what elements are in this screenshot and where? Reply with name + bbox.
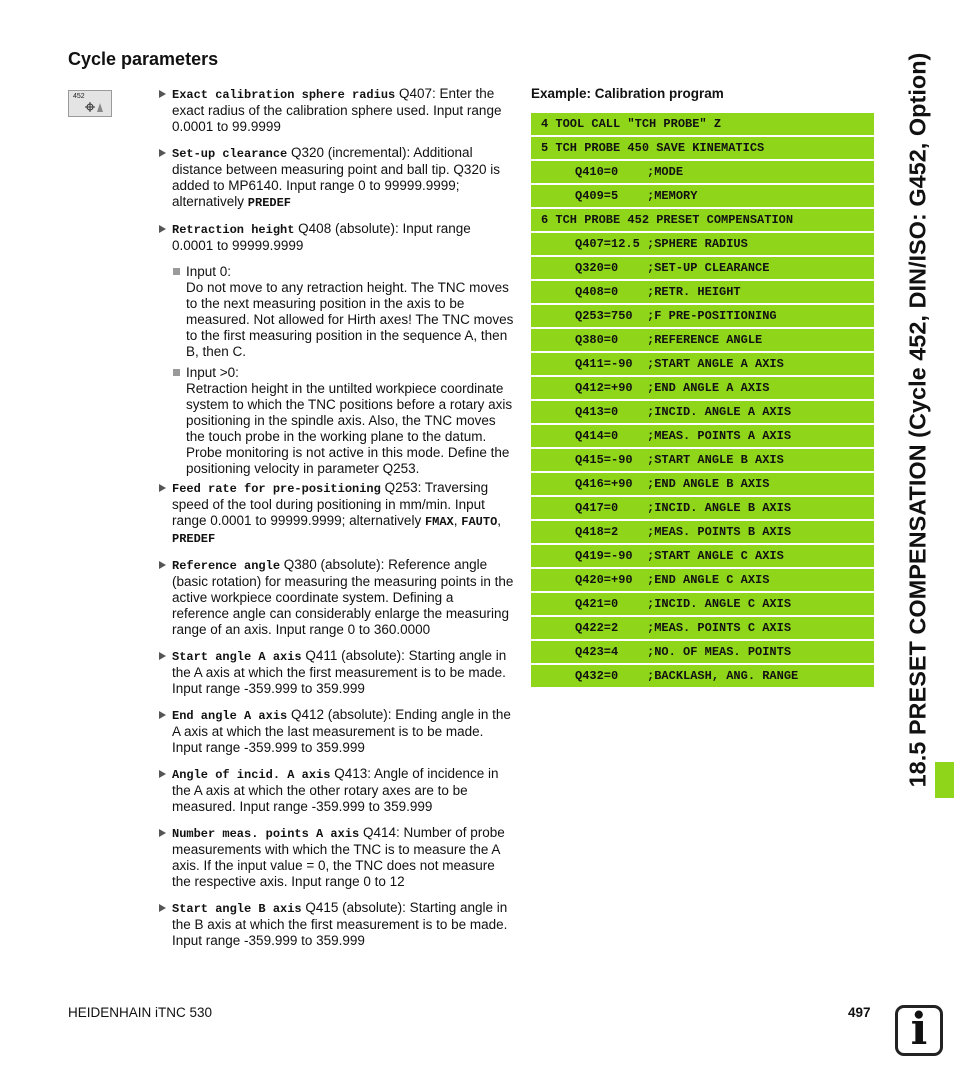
- parameter-description: Q408 (absolute): Input range 0.0001 to 99999.9999: [172, 221, 471, 253]
- parameter-name: Reference angle: [172, 559, 281, 573]
- program-listing: [531, 113, 874, 689]
- program-line: 4 TOOL CALL "TCH PROBE" Z: [531, 113, 874, 135]
- parameter-description: Q415 (absolute): Starting angle in the B axis at which the first measurement is to be made. Input range -359.999 to 359.999: [172, 900, 508, 948]
- program-line: Q410=0 ;MODE: [531, 161, 874, 183]
- parameter-item: [158, 766, 514, 815]
- separator: ,: [453, 513, 462, 528]
- parameter-description: Q414: Number of probe measurements with which the TNC is to measure the A axis. If the input value = 0, the TNC does not measure the respective axis. Input range 0 to 12: [172, 825, 505, 889]
- program-line: Q412=+90 ;END ANGLE A AXIS: [531, 377, 874, 399]
- program-line: Q253=750 ;F PRE-POSITIONING: [531, 305, 874, 327]
- parameter-description: Q413: Angle of incidence in the A axis at which the other rotary axes are to be measured. Input range -359.999 to 359.999: [172, 766, 499, 814]
- program-line: Q411=-90 ;START ANGLE A AXIS: [531, 353, 874, 375]
- separator: ,: [497, 513, 502, 528]
- parameter-list: [158, 86, 514, 959]
- info-glyph: i: [910, 1004, 928, 1055]
- program-line: Q432=0 ;BACKLASH, ANG. RANGE: [531, 665, 874, 687]
- arrow-right-icon: [159, 652, 166, 660]
- parameter-item: [158, 825, 514, 890]
- parameter-item: [158, 900, 514, 949]
- footer-product: HEIDENHAIN iTNC 530: [68, 1005, 213, 1020]
- program-line: Q416=+90 ;END ANGLE B AXIS: [531, 473, 874, 495]
- parameter-description: Q407: Enter the exact radius of the calibration sphere used. Input range 0.0001 to 99.9999: [172, 86, 502, 134]
- arrow-right-icon: [159, 904, 166, 912]
- chapter-tab: [935, 762, 954, 798]
- arrow-right-icon: [159, 711, 166, 719]
- section-title: Cycle parameters: [68, 49, 219, 69]
- program-line: Q408=0 ;RETR. HEIGHT: [531, 281, 874, 303]
- info-icon: [895, 1005, 943, 1056]
- parameter-description: Q411 (absolute): Starting angle in the A axis at which the first measurement is to be made. Input range -359.999 to 359.999: [172, 648, 507, 696]
- parameter-item: [158, 145, 514, 211]
- parameter-alternative: FAUTO: [461, 515, 498, 529]
- option-body: Retraction height in the untilted workpiece coordinate system to which the TNC positions before a rotary axis positioning in the spindle axis. Also, the TNC moves the touch probe in the working plane to the datum. Probe monitoring is not active in this mode. Define the positioning velocity in parameter Q253.: [186, 381, 513, 476]
- parameter-alternative: FMAX: [424, 515, 454, 529]
- arrow-right-icon: [159, 149, 166, 157]
- program-line: Q380=0 ;REFERENCE ANGLE: [531, 329, 874, 351]
- side-title-text: 18.5 PRESET COMPENSATION (Cycle 452, DIN/ISO: G452, Option): [904, 52, 931, 788]
- parameter-name: Retraction height: [172, 223, 295, 237]
- parameter-name: Set-up clearance: [172, 147, 288, 161]
- parameter-name: Number meas. points A axis: [172, 827, 360, 841]
- parameter-description: Q380 (absolute): Reference angle (basic rotation) for measuring the measuring points in the active workpiece coordinate system. Defining a reference angle can considerably enlarge the measuring range of an axis. Input range 0 to 360.0000: [172, 557, 514, 637]
- program-line: 5 TCH PROBE 450 SAVE KINEMATICS: [531, 137, 874, 159]
- parameter-description: Q320 (incremental): Additional distance between measuring point and ball tip. Q320 is added to MP6140. Input range 0 to 99999.9999; alternatively: [172, 145, 500, 209]
- program-line: Q420=+90 ;END ANGLE C AXIS: [531, 569, 874, 591]
- parameter-description: Q412 (absolute): Ending angle in the A axis at which the last measurement is to be made. Input range -359.999 to 359.999: [172, 707, 511, 755]
- probe-calibration-icon: [68, 90, 112, 117]
- program-line: Q423=4 ;NO. OF MEAS. POINTS: [531, 641, 874, 663]
- program-line: Q407=12.5 ;SPHERE RADIUS: [531, 233, 874, 255]
- parameter-name: Start angle A axis: [172, 650, 302, 664]
- program-line: Q417=0 ;INCID. ANGLE B AXIS: [531, 497, 874, 519]
- parameter-name: Exact calibration sphere radius: [172, 88, 396, 102]
- arrow-right-icon: [159, 561, 166, 569]
- program-line: Q415=-90 ;START ANGLE B AXIS: [531, 449, 874, 471]
- side-chapter-title: [885, 40, 951, 800]
- program-line: Q422=2 ;MEAS. POINTS C AXIS: [531, 617, 874, 639]
- bullet-square-icon: [173, 268, 180, 275]
- parameter-item: [158, 86, 514, 135]
- retraction-option: [172, 365, 514, 477]
- program-line: Q414=0 ;MEAS. POINTS A AXIS: [531, 425, 874, 447]
- program-line: Q421=0 ;INCID. ANGLE C AXIS: [531, 593, 874, 615]
- parameter-name: Angle of incid. A axis: [172, 768, 331, 782]
- bullet-square-icon: [173, 369, 180, 376]
- parameter-name: End angle A axis: [172, 709, 288, 723]
- parameter-item: [158, 648, 514, 697]
- arrow-right-icon: [159, 90, 166, 98]
- parameter-description: Q253: Traversing speed of the tool during positioning in mm/min. Input range 0.0001 to 99999.9999; alternatively: [172, 480, 489, 528]
- option-body: Do not move to any retraction height. The TNC moves to the next measuring position in the axis to be measured. Not allowed for Hirth axes! The TNC moves to the first measuring position in the sequence A, then B, then C.: [186, 280, 514, 359]
- program-line: Q419=-90 ;START ANGLE C AXIS: [531, 545, 874, 567]
- example-title: Example: Calibration program: [531, 86, 724, 101]
- cycle-number: 452: [73, 93, 85, 100]
- arrow-right-icon: [159, 829, 166, 837]
- parameter-alternative: PREDEF: [172, 532, 216, 546]
- parameter-item: [158, 707, 514, 756]
- program-line: Q409=5 ;MEMORY: [531, 185, 874, 207]
- parameter-item: [158, 480, 514, 547]
- option-heading: Input >0:: [186, 365, 239, 380]
- program-line: Q418=2 ;MEAS. POINTS B AXIS: [531, 521, 874, 543]
- program-line: Q320=0 ;SET-UP CLEARANCE: [531, 257, 874, 279]
- program-line: 6 TCH PROBE 452 PRESET COMPENSATION: [531, 209, 874, 231]
- parameter-name: Feed rate for pre-positioning: [172, 482, 381, 496]
- crosshair-icon: [85, 101, 105, 113]
- arrow-right-icon: [159, 484, 166, 492]
- retraction-option: [172, 264, 514, 360]
- arrow-right-icon: [159, 225, 166, 233]
- parameter-name: Start angle B axis: [172, 902, 302, 916]
- parameter-item: [158, 221, 514, 254]
- program-line: Q413=0 ;INCID. ANGLE A AXIS: [531, 401, 874, 423]
- page-number: 497: [848, 1005, 871, 1020]
- parameter-alternative: PREDEF: [247, 196, 292, 210]
- parameter-item: [158, 557, 514, 638]
- arrow-right-icon: [159, 770, 166, 778]
- option-heading: Input 0:: [186, 264, 232, 279]
